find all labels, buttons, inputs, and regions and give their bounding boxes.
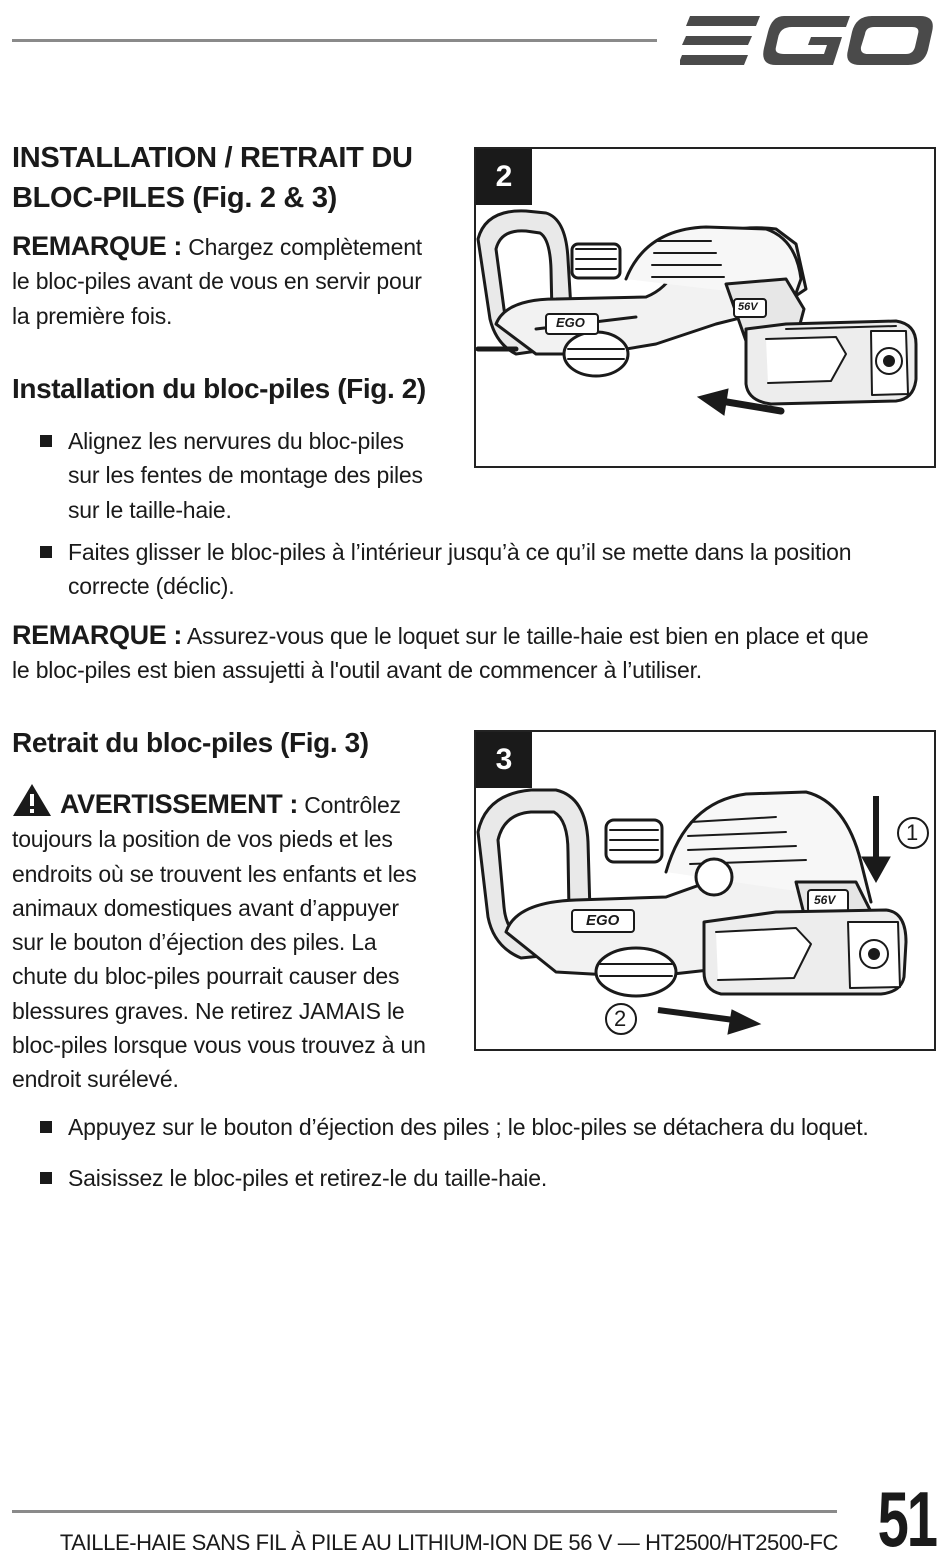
footer-rule: [12, 1510, 837, 1513]
note-label: REMARQUE :: [12, 231, 182, 261]
remove-title: Retrait du bloc-piles (Fig. 3): [12, 727, 369, 758]
tool-logo-label: EGO: [586, 912, 620, 929]
bullet-line: Saisissez le bloc-piles et retirez-le du taille-haie.: [68, 1165, 548, 1191]
bullet-line: correcte (déclic).: [68, 573, 235, 600]
warning-text: Contrôlez: [298, 792, 401, 818]
install-title: Installation du bloc-piles (Fig. 2): [12, 373, 426, 404]
footer-title: TAILLE-HAIE SANS FIL À PILE AU LITHIUM-ION DE 56 V — HT2500/HT2500-FC: [59, 1530, 838, 1555]
section-title-line-2: BLOC-PILES (Fig. 2 & 3): [12, 182, 338, 214]
figure-number: 2: [476, 149, 532, 205]
note-label: REMARQUE :: [12, 620, 182, 650]
brand-logo: [680, 10, 935, 70]
warning-block: [12, 783, 462, 1097]
bullet-line: Appuyez sur le bouton d’éjection des piles ; le bloc-piles se détachera du loquet.: [68, 1114, 869, 1140]
battery-badge-label: 56V: [738, 301, 758, 313]
page-number: 51: [877, 1475, 936, 1563]
bullet-square: [40, 1172, 52, 1184]
figure-2: [474, 147, 936, 468]
note-charge: [12, 229, 462, 333]
note-text: la première fois.: [12, 302, 173, 329]
note-latch: [12, 618, 942, 688]
warning-text: sur le bouton d’éjection des piles. La: [12, 929, 377, 956]
install-bullet-1: [40, 424, 460, 528]
note-text: le bloc-piles avant de vous en servir pour: [12, 268, 422, 295]
bullet-square: [40, 546, 52, 558]
warning-triangle-icon: [12, 783, 52, 817]
hedge-trimmer-install-illustration: [476, 149, 934, 466]
bullet-line: Faites glisser le bloc-piles à l’intérieur jusqu’à ce qu’il se mette dans la position: [68, 539, 852, 565]
bullet-line: sur le taille-haie.: [68, 496, 232, 523]
battery-badge-label: 56V: [814, 893, 836, 907]
note-text: Chargez complètement: [182, 234, 422, 260]
callout-2-label: 2: [614, 1006, 627, 1031]
header-rule: [12, 39, 657, 42]
bullet-line: sur les fentes de montage des piles: [68, 462, 423, 489]
warning-text: blessures graves. Ne retirez JAMAIS le: [12, 997, 405, 1024]
install-bullet-2: [40, 535, 940, 605]
section-title-line-1: INSTALLATION / RETRAIT DU: [12, 142, 413, 174]
remove-bullet-1: [40, 1110, 945, 1146]
bullet-square: [40, 1121, 52, 1133]
warning-label: AVERTISSEMENT :: [60, 789, 299, 819]
warning-text: toujours la position de vos pieds et les: [12, 826, 393, 853]
section-title: [12, 138, 462, 218]
note-text: le bloc-piles est bien assujetti à l'outil avant de commencer à l’utiliser.: [12, 657, 702, 684]
tool-logo-label: EGO: [556, 315, 585, 330]
warning-text: bloc-piles lorsque vous vous trouvez à un: [12, 1032, 426, 1059]
callout-1-label: 1: [906, 820, 919, 845]
bullet-square: [40, 435, 52, 447]
warning-text: animaux domestiques avant d’appuyer: [12, 894, 399, 921]
warning-text: chute du bloc-piles pourrait causer des: [12, 963, 400, 990]
remove-bullet-2: [40, 1161, 945, 1197]
hedge-trimmer-removal-illustration: [476, 732, 934, 1049]
figure-3: [474, 730, 936, 1051]
warning-text: endroit surélevé.: [12, 1066, 179, 1093]
bullet-line: Alignez les nervures du bloc-piles: [68, 428, 404, 454]
warning-text: endroits où se trouvent les enfants et les: [12, 860, 417, 887]
note-text: Assurez-vous que le loquet sur le taille-haie est bien en place et que: [182, 623, 869, 649]
figure-number: 3: [476, 732, 532, 788]
